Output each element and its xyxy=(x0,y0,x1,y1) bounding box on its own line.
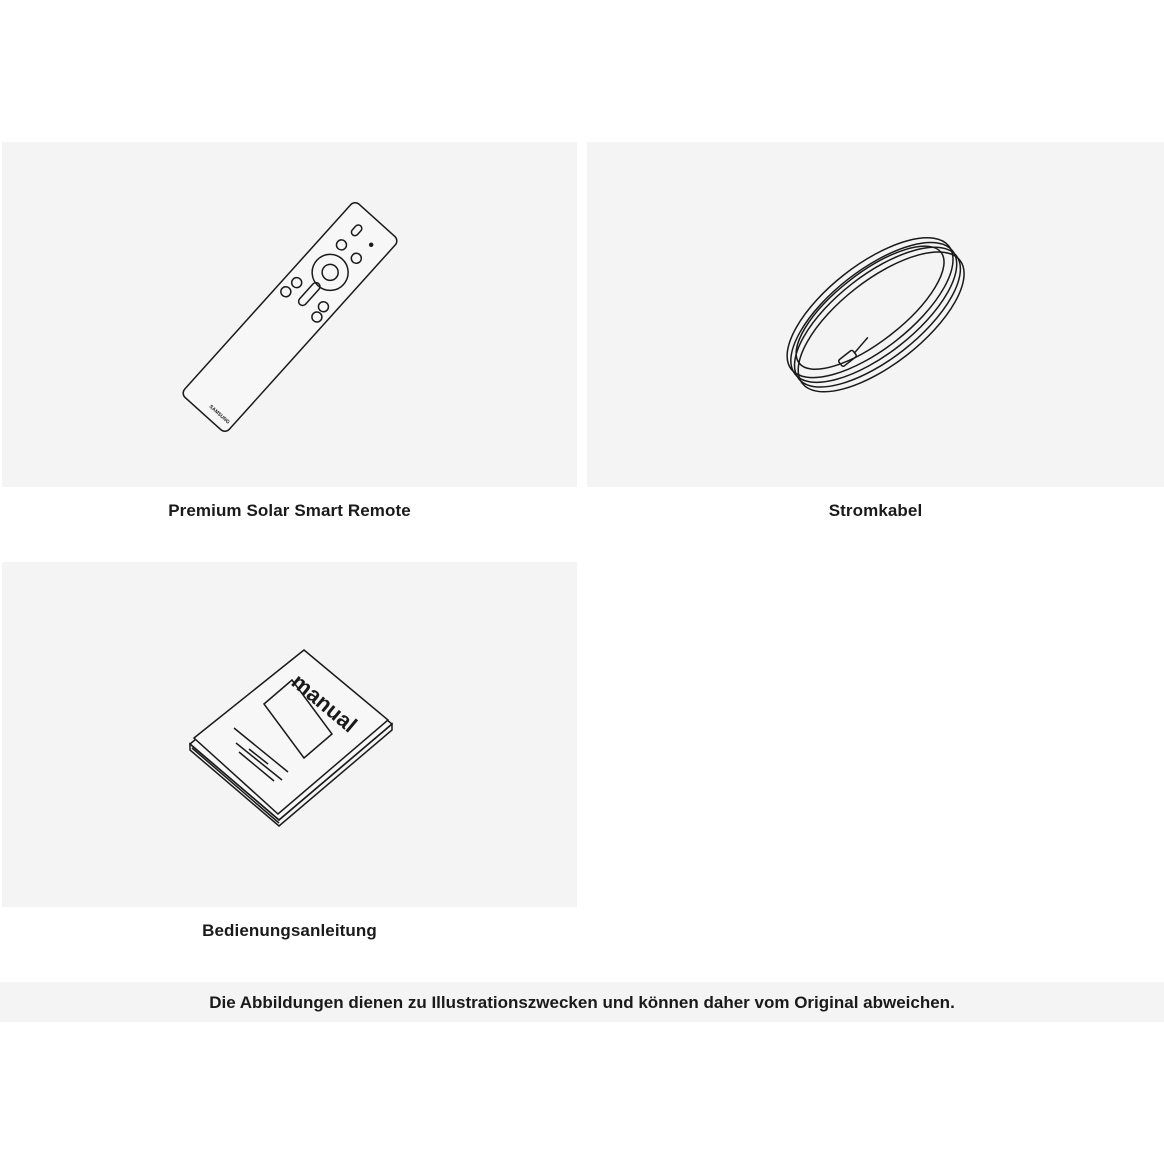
manual-caption: Bedienungsanleitung xyxy=(202,921,377,940)
remote-caption: Premium Solar Smart Remote xyxy=(168,501,411,520)
remote-tile xyxy=(2,142,577,487)
manual-booklet-icon xyxy=(2,562,577,907)
cable-tile xyxy=(587,142,1164,487)
remote-control-icon xyxy=(2,142,577,487)
manual-cover-text: manual xyxy=(286,668,362,738)
disclaimer-bar xyxy=(0,982,1164,1022)
remote-brand-text: SAMSUNG xyxy=(207,403,231,426)
power-cable-icon xyxy=(587,142,1164,487)
manual-tile xyxy=(2,562,577,907)
disclaimer-text: Die Abbildungen dienen zu Illustrationszwecken und können daher vom Original abweichen. xyxy=(209,993,955,1012)
cable-caption: Stromkabel xyxy=(828,501,923,520)
